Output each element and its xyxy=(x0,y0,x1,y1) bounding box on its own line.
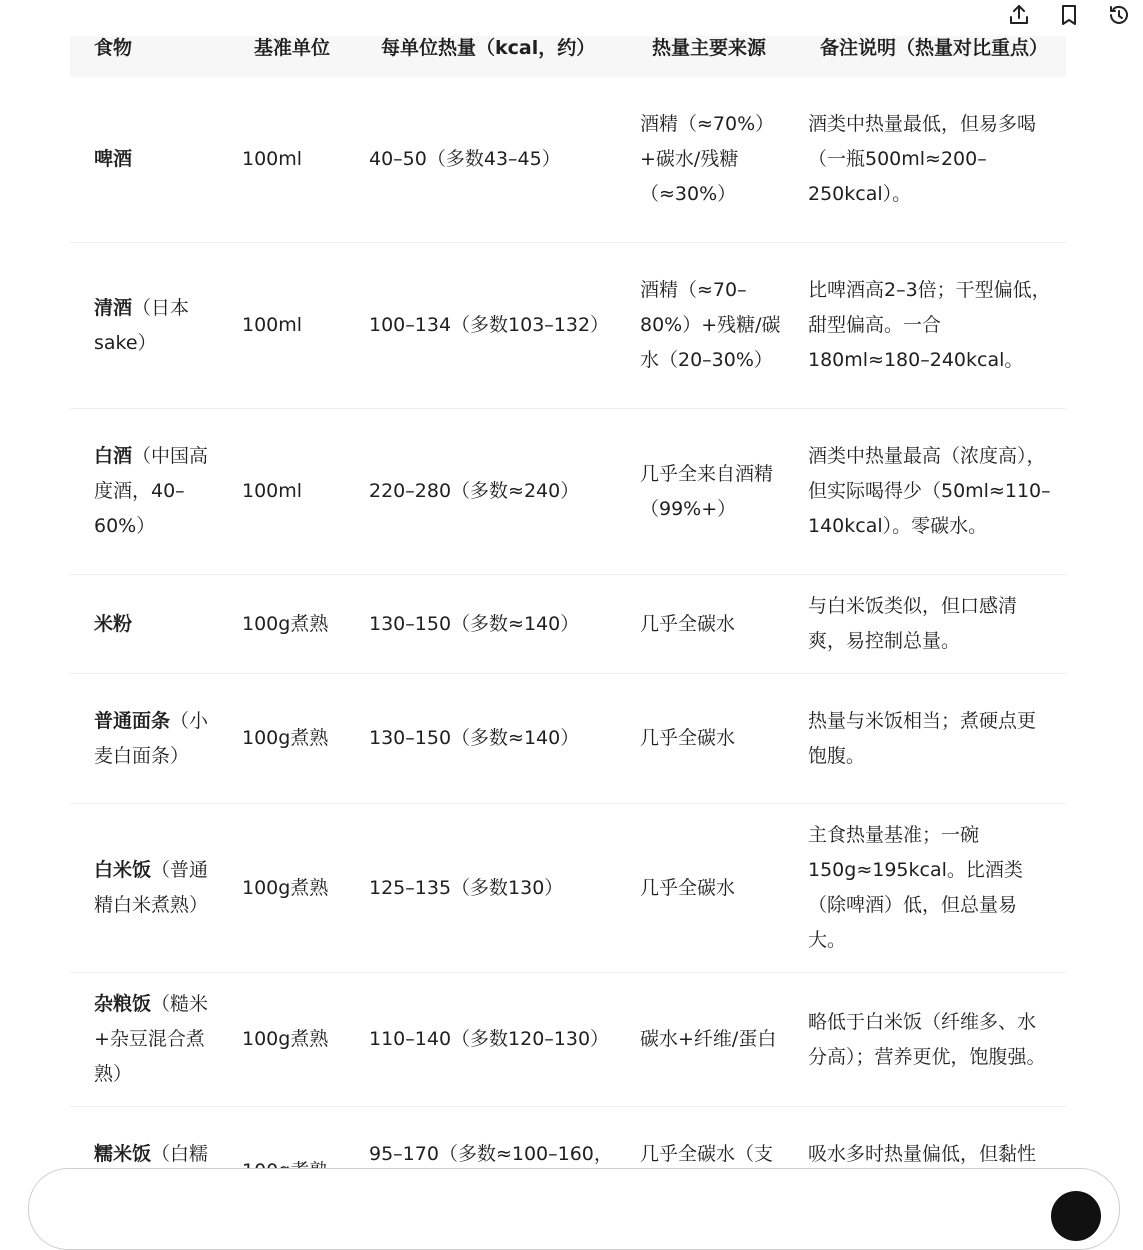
header-note: 备注说明（热量对比重点） xyxy=(796,36,1066,77)
source-cell: 酒精（≈70–80%）+残糖/碳水（20–30%） xyxy=(628,243,796,409)
header-source: 热量主要来源 xyxy=(628,36,796,77)
food-name: 糯米饭 xyxy=(94,1142,152,1165)
source-cell: 几乎全碳水 xyxy=(628,674,796,804)
source-cell: 几乎全碳水 xyxy=(628,575,796,674)
food-name: 普通面条 xyxy=(94,709,171,732)
kcal-cell: 130–150（多数≈140） xyxy=(357,674,628,804)
calorie-table-container xyxy=(70,36,1076,1186)
source-cell: 几乎全碳水 xyxy=(628,804,796,973)
food-name: 白酒 xyxy=(94,445,133,467)
food-name-note: （糙米+杂豆混合煮熟） xyxy=(94,993,209,1085)
note-cell: 酒类中热量最高（浓度高），但实际喝得少（50ml≈110–140kcal）。零碳水。 xyxy=(796,409,1066,575)
note-cell: 比啤酒高2–3倍；干型偏低，甜型偏高。一合180ml≈180–240kcal。 xyxy=(796,243,1066,409)
food-cell xyxy=(70,674,230,804)
note-cell: 与白米饭类似，但口感清爽，易控制总量。 xyxy=(796,575,1066,674)
table-row xyxy=(70,77,1066,243)
table-row xyxy=(70,409,1066,575)
table-row xyxy=(70,804,1066,973)
history-icon[interactable] xyxy=(1107,3,1131,27)
food-name-note: （普通精白米煮熟） xyxy=(94,859,209,916)
table-header-row xyxy=(70,36,1066,77)
share-icon[interactable] xyxy=(1007,3,1031,27)
food-name-note: （白糯 xyxy=(151,1142,209,1165)
table-row xyxy=(70,575,1066,674)
table-row xyxy=(70,243,1066,409)
chat-input-bar[interactable] xyxy=(28,1168,1120,1250)
kcal-cell: 220–280（多数≈240） xyxy=(357,409,628,575)
unit-cell: 100ml xyxy=(230,409,357,575)
note-cell: 酒类中热量最低，但易多喝（一瓶500ml≈200–250kcal）。 xyxy=(796,77,1066,243)
note-cell: 吸水多时热量偏低，但黏性 xyxy=(796,1107,1066,1237)
food-cell xyxy=(70,804,230,973)
unit-cell: 100ml xyxy=(230,77,357,243)
source-cell: 酒精（≈70%）+碳水/残糖（≈30%） xyxy=(628,77,796,243)
send-button[interactable] xyxy=(1051,1191,1101,1241)
kcal-cell: 110–140（多数120–130） xyxy=(357,973,628,1107)
food-cell xyxy=(70,973,230,1107)
kcal-cell: 100–134（多数103–132） xyxy=(357,243,628,409)
header-food: 食物 xyxy=(70,36,230,77)
table-row xyxy=(70,973,1066,1107)
unit-cell: 100ml xyxy=(230,243,357,409)
food-name: 啤酒 xyxy=(94,148,133,170)
kcal-cell: 95–170（多数≈100–160， xyxy=(357,1107,628,1237)
food-name-note: （中国高度酒，40–60%） xyxy=(94,445,209,537)
unit-cell: 100g煮熟 xyxy=(230,973,357,1107)
top-actions xyxy=(1007,0,1143,30)
table-row xyxy=(70,674,1066,804)
note-cell: 略低于白米饭（纤维多、水分高）；营养更优，饱腹强。 xyxy=(796,973,1066,1107)
food-name: 杂粮饭 xyxy=(94,993,152,1015)
header-kcal: 每单位热量（kcal，约） xyxy=(357,36,628,77)
note-cell: 主食热量基准；一碗150g≈195kcal。比酒类（除啤酒）低，但总量易大。 xyxy=(796,804,1066,973)
header-unit: 基准单位 xyxy=(230,36,357,77)
source-cell: 几乎全来自酒精（99%+） xyxy=(628,409,796,575)
food-name: 米粉 xyxy=(94,612,133,635)
food-name: 清酒 xyxy=(94,296,133,319)
unit-cell: 100g煮熟 xyxy=(230,804,357,973)
food-name-note: （小麦白面条） xyxy=(94,709,209,767)
food-cell xyxy=(70,77,230,243)
kcal-cell: 125–135（多数130） xyxy=(357,804,628,973)
calorie-table xyxy=(70,36,1066,1237)
food-cell xyxy=(70,409,230,575)
unit-cell: 100g煮熟 xyxy=(230,575,357,674)
food-name-note: （日本sake） xyxy=(94,296,190,354)
food-name: 白米饭 xyxy=(94,859,152,881)
bookmark-icon[interactable] xyxy=(1057,3,1081,27)
kcal-cell: 130–150（多数≈140） xyxy=(357,575,628,674)
unit-cell: 100g煮熟 xyxy=(230,674,357,804)
source-cell: 几乎全碳水（支 xyxy=(628,1107,796,1237)
kcal-cell: 40–50（多数43–45） xyxy=(357,77,628,243)
food-cell xyxy=(70,575,230,674)
note-cell: 热量与米饭相当；煮硬点更饱腹。 xyxy=(796,674,1066,804)
food-cell xyxy=(70,243,230,409)
source-cell: 碳水+纤维/蛋白 xyxy=(628,973,796,1107)
